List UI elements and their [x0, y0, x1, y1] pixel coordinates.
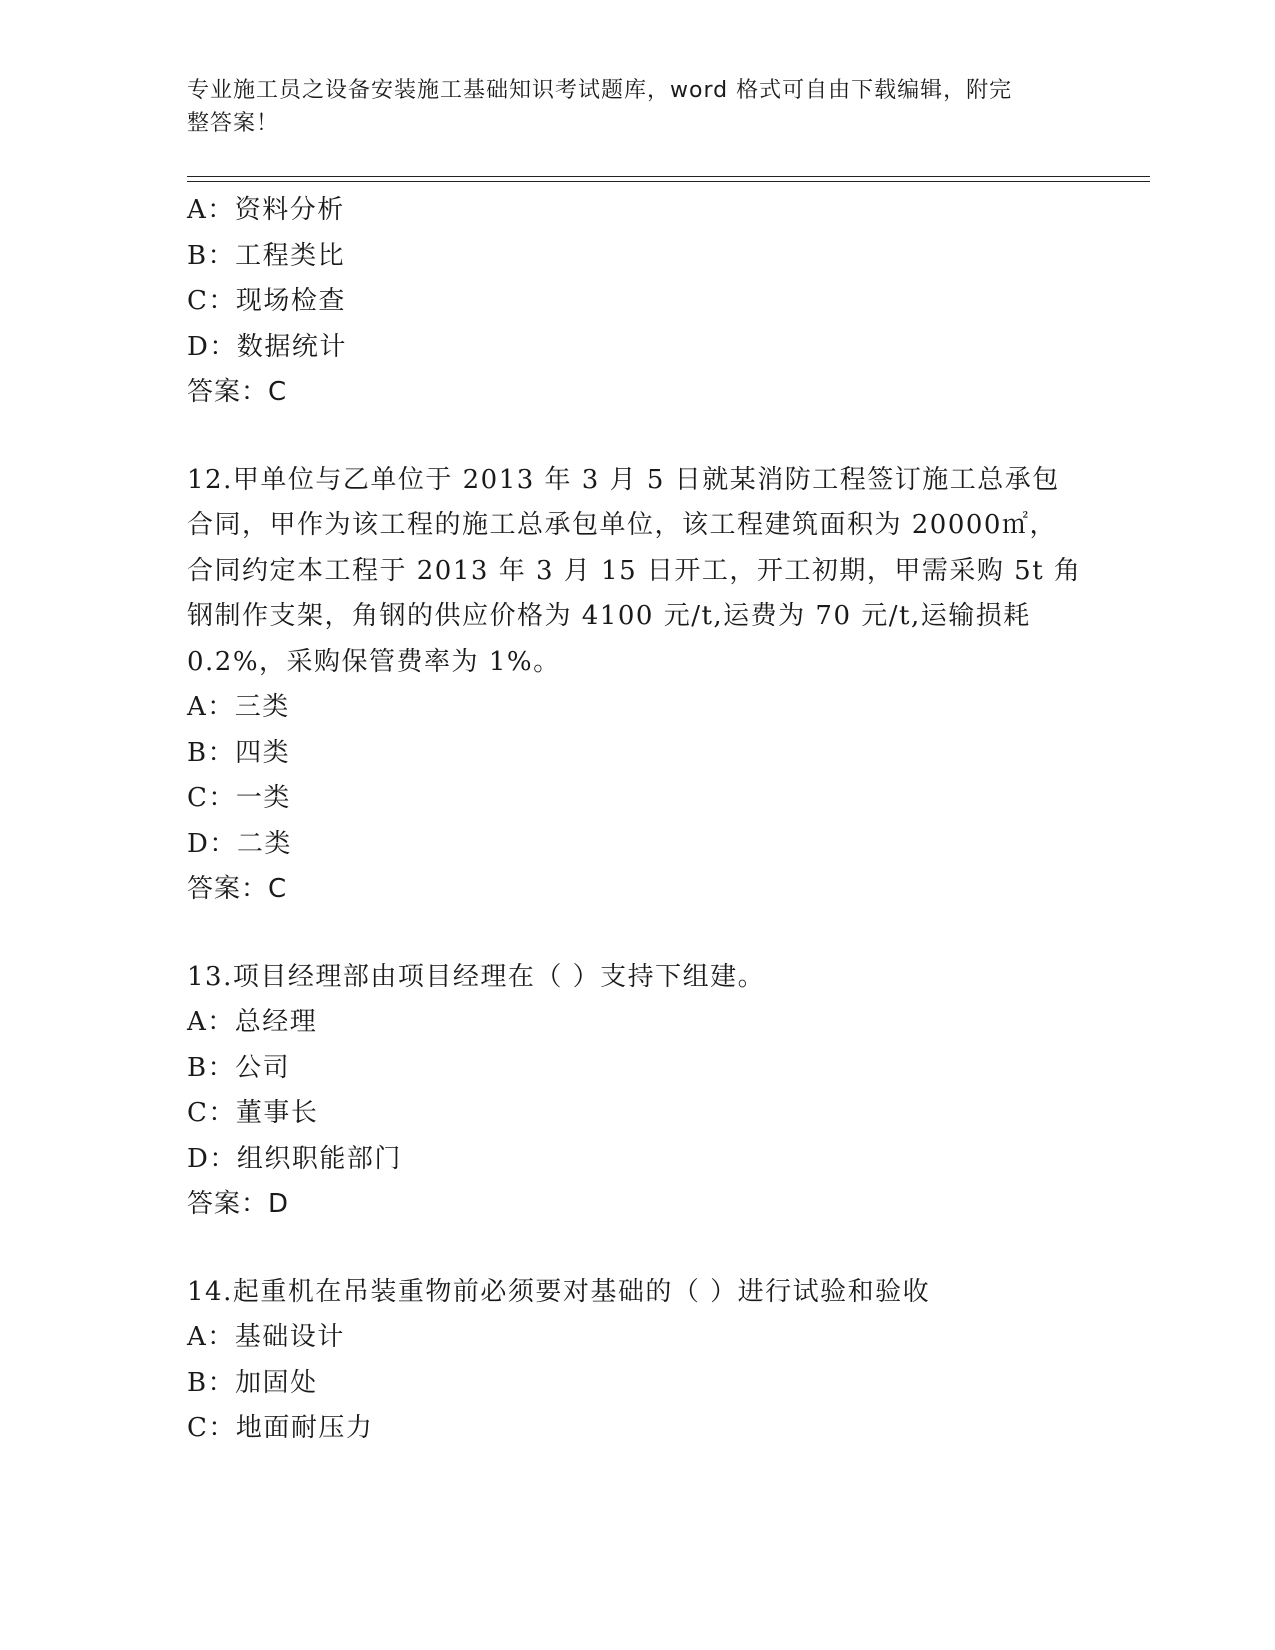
option-a: A：资料分析: [187, 195, 345, 225]
question-14: [187, 1270, 1067, 1452]
stem-line: 钢制作支架，角钢的供应价格为 4100 元/t,运费为 70 元/t,运输损耗: [187, 601, 1031, 631]
option-b: B：工程类比: [187, 240, 346, 271]
stem-line: 0.2%，采购保管费率为 1%。: [187, 646, 561, 677]
question-stem: [187, 1270, 1067, 1316]
option-a: A：基础设计: [187, 1322, 345, 1352]
question-stem: [187, 458, 1082, 686]
stem-line: 合同，甲作为该工程的施工总承包单位，该工程建筑面积为 20000㎡，: [187, 510, 1057, 540]
option-a: A：总经理: [187, 1007, 318, 1037]
header-divider-bottom: [187, 181, 1150, 182]
option-b: B：公司: [187, 1052, 291, 1083]
stem-line: 合同约定本工程于 2013 年 3 月 15 日开工，开工初期，甲需采购 5t 角: [187, 555, 1082, 586]
option-b: B：加固处: [187, 1367, 318, 1398]
header-divider-top: [187, 176, 1150, 177]
stem-line: 13.项目经理部由项目经理在（ ）支持下组建。: [187, 961, 766, 992]
option-c: C：现场检查: [187, 286, 346, 316]
header-line-1: 专业施工员之设备安装施工基础知识考试题库，word 格式可自由下载编辑，附完: [187, 78, 1013, 103]
option-a: A：三类: [187, 692, 290, 722]
answer: 答案：C: [187, 377, 288, 407]
stem-line: 12.甲单位与乙单位于 2013 年 3 月 5 日就某消防工程签订施工总承包: [187, 464, 1060, 495]
header-line-2: 整答案！: [187, 111, 280, 136]
option-c: C：董事长: [187, 1098, 319, 1128]
option-d: D：数据统计: [187, 331, 347, 362]
option-c: C：地面耐压力: [187, 1413, 374, 1443]
answer: 答案：D: [187, 1189, 290, 1219]
question-list: [187, 188, 1082, 1452]
answer: 答案：C: [187, 874, 288, 904]
question-11: [187, 188, 1067, 416]
option-d: D：二类: [187, 828, 292, 859]
document-header: [187, 74, 1067, 140]
stem-line: 14.起重机在吊装重物前必须要对基础的（ ）进行试验和验收: [187, 1276, 931, 1307]
question-12: [187, 458, 1082, 913]
question-stem: [187, 955, 1067, 1001]
option-c: C：一类: [187, 783, 291, 813]
option-b: B：四类: [187, 737, 291, 768]
option-d: D：组织职能部门: [187, 1143, 402, 1174]
question-13: [187, 955, 1067, 1228]
